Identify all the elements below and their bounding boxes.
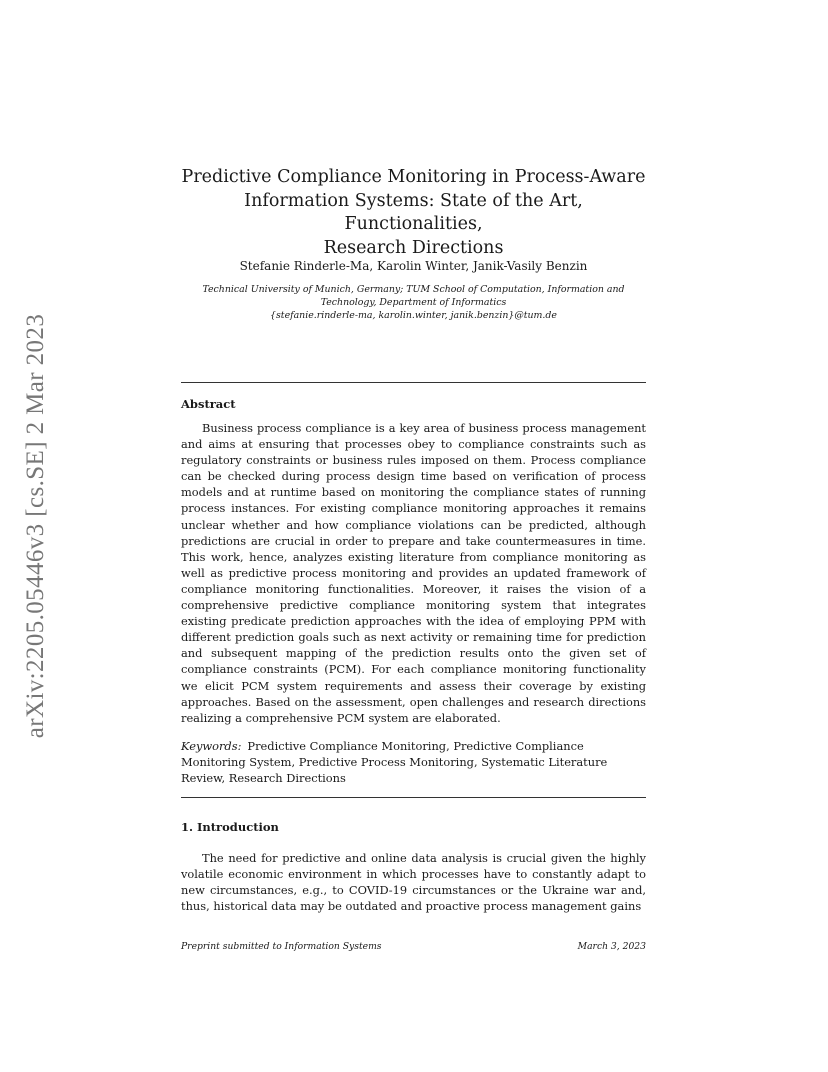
keywords-label: Keywords:	[181, 739, 242, 753]
title-line: Research Directions	[323, 237, 504, 258]
keywords	[181, 738, 621, 786]
title-line: Predictive Compliance Monitoring in Process-Aware	[181, 167, 646, 187]
abstract-bottom-rule	[181, 797, 646, 798]
affiliation-line: Technology, Department of Informatics	[320, 297, 507, 308]
preprint-notice: Preprint submitted to Information Systems	[181, 941, 382, 952]
introduction-paragraph: The need for predictive and online data analysis is crucial given the highly volatile economic environment in which processes have to constantly adapt to new circumstances, e.g., to COVID-19 circumstances or the Ukraine war and, thus, historical data may be outdated and proactive process management gains	[181, 851, 646, 914]
arxiv-identifier: arXiv:2205.05446v3 [cs.SE] 2 Mar 2023	[22, 313, 49, 739]
affiliation-line: Technical University of Munich, Germany; TUM School of Computation, Information and	[202, 284, 625, 295]
keywords-text: Predictive Compliance Monitoring, Predictive Compliance Monitoring System, Predictive Process Monitoring, Systematic Literature Review, Research Directions	[181, 739, 608, 786]
author-list: Stefanie Rinderle-Ma, Karolin Winter, Janik-Vasily Benzin	[239, 259, 588, 273]
section-heading-introduction: 1. Introduction	[181, 820, 279, 834]
paper-title	[181, 166, 646, 260]
abstract-text: Business process compliance is a key area of business process management and aims at ensuring that processes obey to compliance constraints such as regulatory constraints or business rules imposed on them. Process compliance can be checked during process design time based on verification of process models and at runtime based on monitoring the compliance states of running process instances. For existing compliance monitoring approaches it remains unclear whether and how compliance violations can be predicted, although predictions are crucial in order to prepare and take countermeasures in time. This work, hence, analyzes existing literature from compliance monitoring as well as predictive process monitoring and provides an updated framework of compliance monitoring functionalities. Moreover, it raises the vision of a comprehensive predictive compliance monitoring system that integrates existing predicate prediction approaches with the idea of employing PPM with different prediction goals such as next activity or remaining time for prediction and subsequent mapping of the prediction results onto the given set of compliance constraints (PCM). For each compliance monitoring functionality we elicit PCM system requirements and assess their coverage by existing approaches. Based on the assessment, open challenges and research directions realizing a comprehensive PCM system are elaborated.	[181, 421, 646, 725]
abstract-top-rule	[181, 382, 646, 383]
author-emails: {stefanie.rinderle-ma, karolin.winter, janik.benzin}@tum.de	[270, 310, 557, 321]
preprint-date: March 3, 2023	[577, 941, 646, 952]
title-line: Information Systems: State of the Art, Functionalities,	[244, 190, 583, 234]
affiliation	[181, 283, 646, 322]
abstract-heading: Abstract	[181, 397, 236, 411]
arxiv-side-stamp	[14, 296, 58, 756]
